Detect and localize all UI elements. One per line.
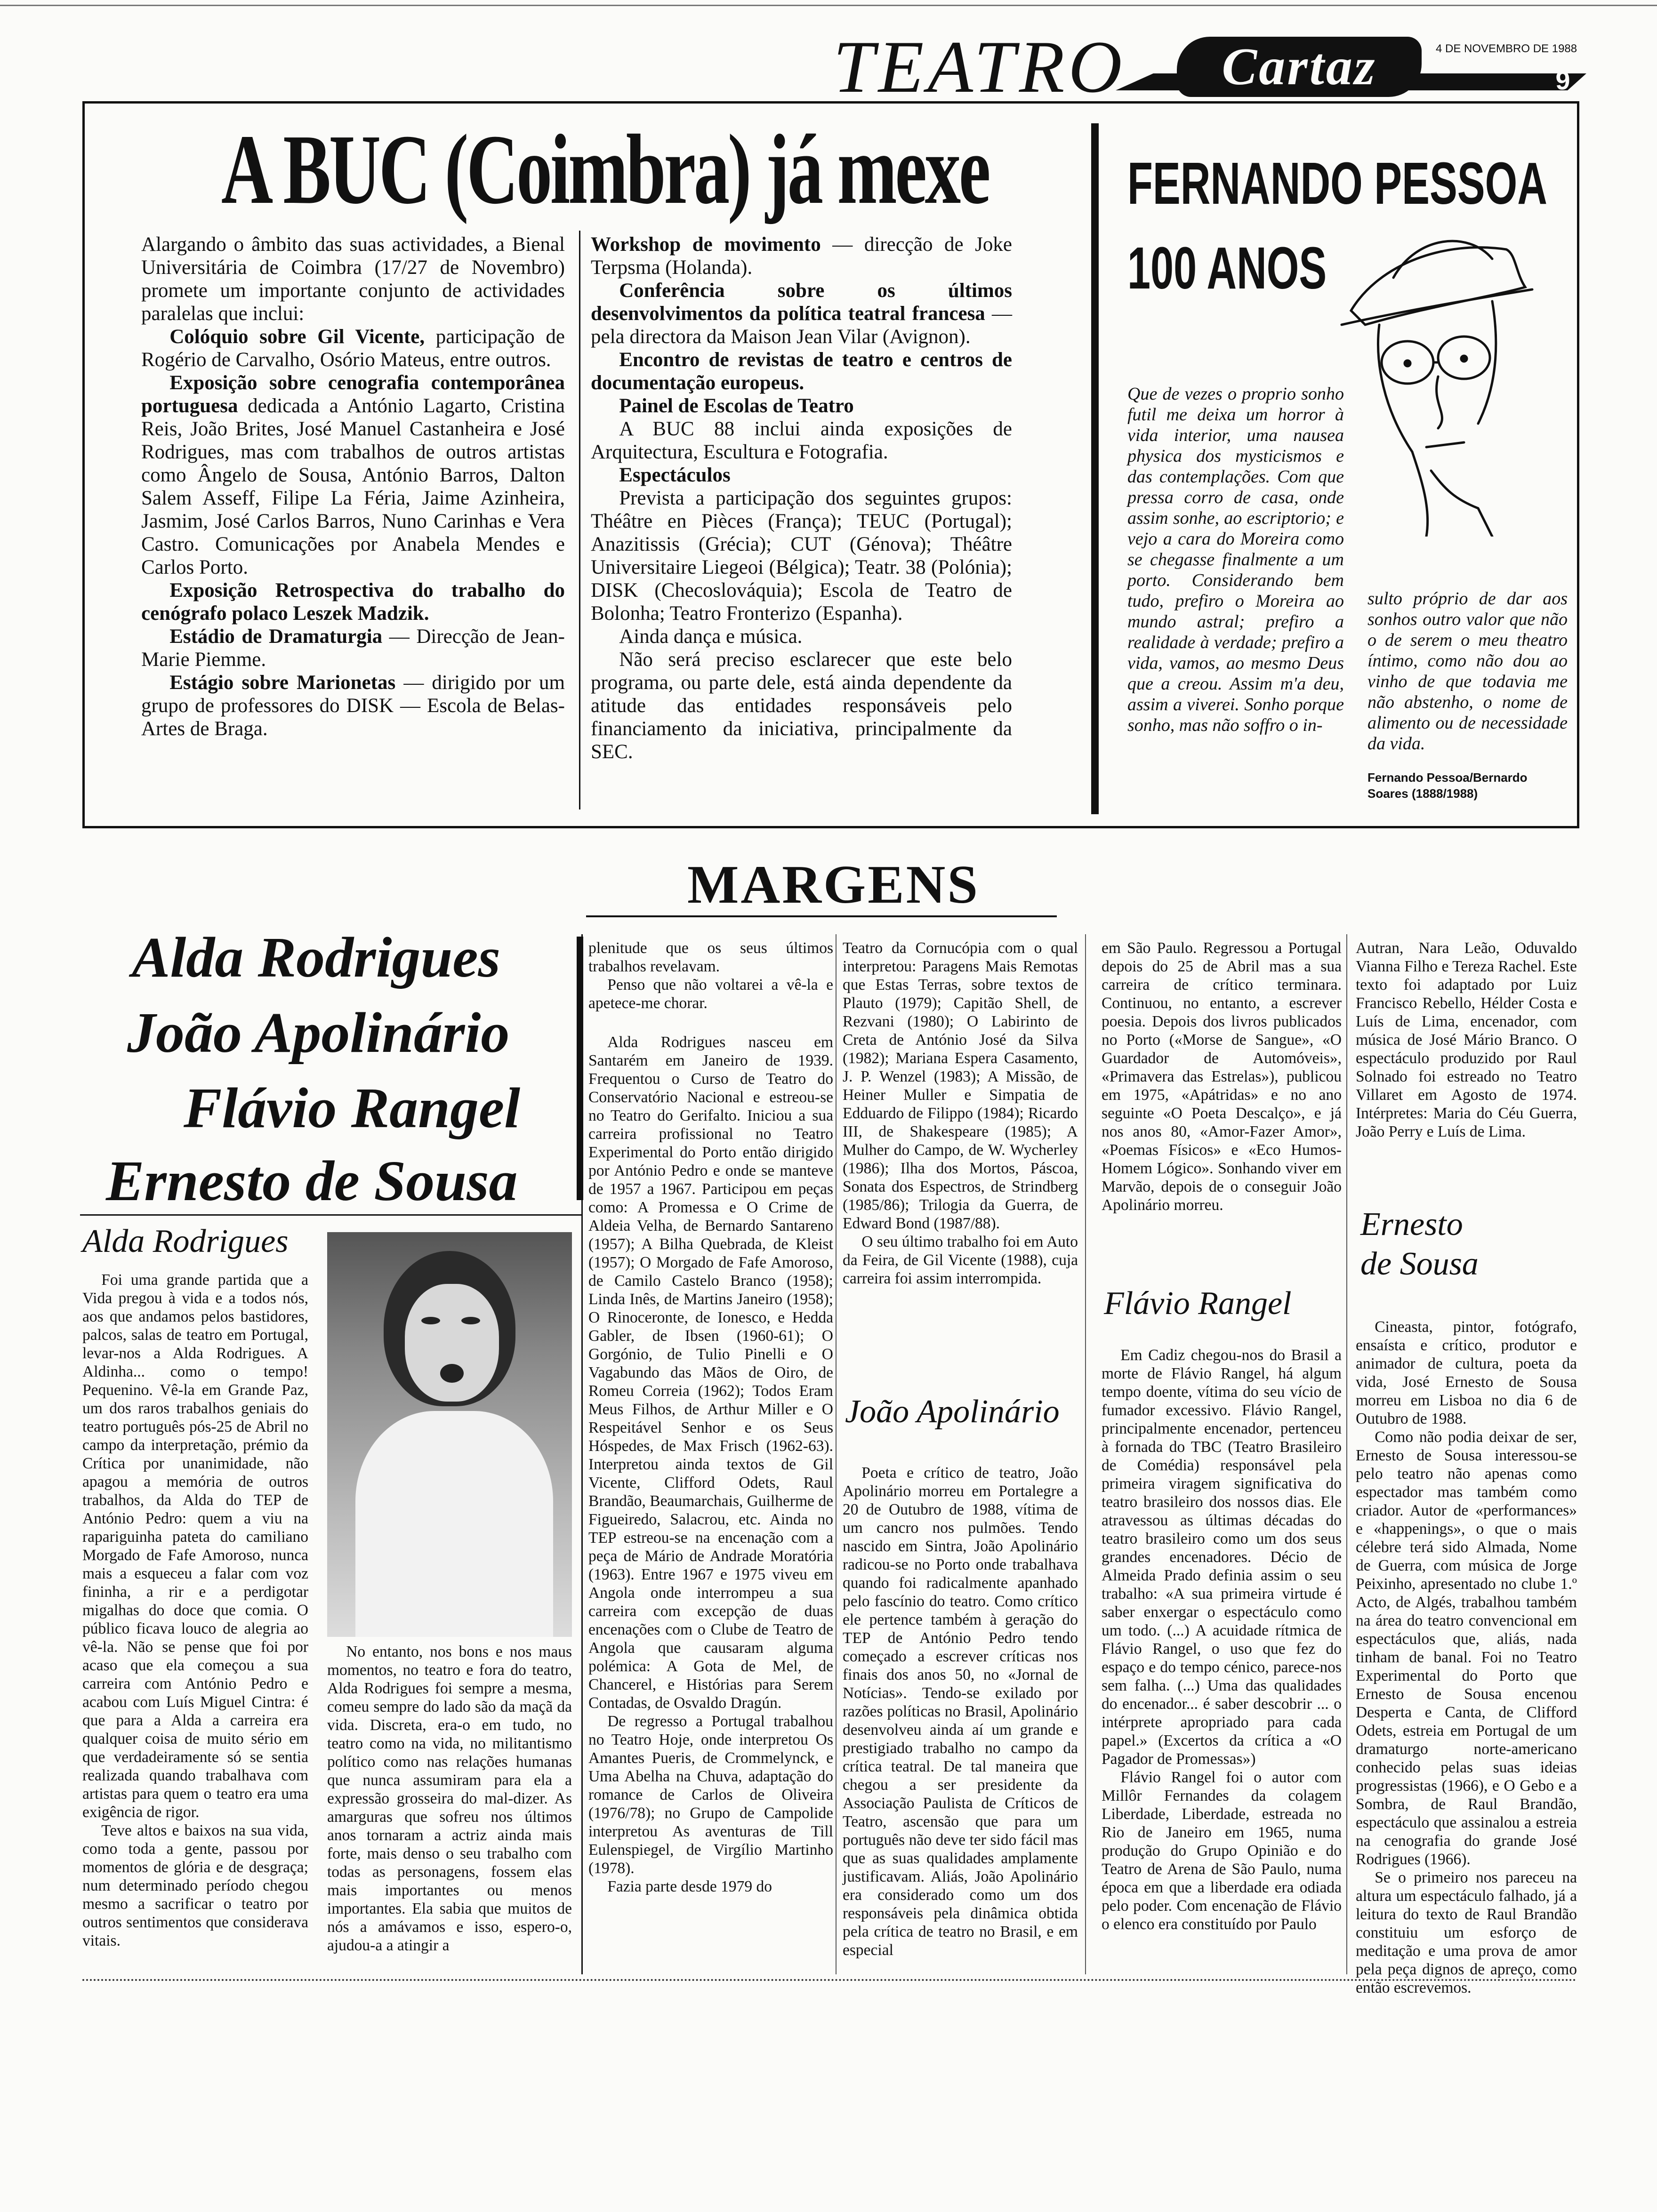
pessoa-quote-col2: sulto próprio de dar aos sonhos outro valor que não o de serem o meu theatro íntimo, como não dou ao vinho de que todavia me não abstenho, o nome de alimento ou de necessidade da vida. — [1367, 589, 1568, 753]
buc-paragraph: Encontro de revistas de teatro e centros de documentação europeus. — [591, 349, 1012, 394]
pessoa-heavy-rule — [1091, 123, 1099, 814]
buc-paragraph: Estágio sobre Marionetas — dirigido por um grupo de professores do DISK — Escola de Belas-Artes de Braga. — [141, 672, 565, 740]
brand-logo-text: Cartaz — [1222, 38, 1377, 96]
column-divider — [1346, 934, 1347, 1974]
ernesto-text: Cineasta, pintor, fotógrafo, ensaísta e crítico, produtor e animador de cultura, poeta da vida, José Ernesto de Sousa morreu em Lisboa no dia 6 de Outubro de 1988. — [1356, 1318, 1577, 1427]
flavio-heading: Flávio Rangel — [1104, 1285, 1292, 1322]
alda-intro: Foi uma grande partida que a Vida pregou à vida e a todos nós, aos que andamos pelos bastidores, palcos, salas de teatro em Portugal, levar-nos a Alda Rodrigues. A Aldinha... como o tempo! Pequenino. Vê-la em Grande Paz, um dos raros trabalhos geniais do teatro português pós-25 de Abril no campo da interpretação, prémio da Crítica por unanimidade, não apagou a memória de outros trabalhos, da Alda do TEP de António Pedro: quem a viu na rapariguinha pateta do camiliano Morgado de Fafe Amoroso, nunca mais a esqueceu a falar com voz fininha, a rir e a perdigotar migalhas do doce que comia. O público ficava louco de alegria ao vê-la. Não se pense que foi por acaso que ela começou a sua carreira com António Pedro e acabou com Luís Miguel Cintra: é que para a Alda a carreira era qualquer coisa de muito sério em que verdadeiramente só se sentia realizada quando trabalhava com artistas para quem o teatro era uma exigência de rigor. — [82, 1271, 308, 1821]
margens-name-flavio: Flávio Rangel — [184, 1076, 521, 1140]
joao-heading: João Apolinário — [845, 1394, 1060, 1430]
page-number: 9 — [1555, 65, 1570, 95]
bottom-dotted-rule — [82, 1979, 1577, 1981]
alda-col3-b: Penso que não voltarei a vê-la e apetece-me chorar. — [588, 976, 833, 1012]
margens-name-alda: Alda Rodrigues — [132, 926, 500, 989]
pessoa-title-line1: FERNANDO PESSOA — [1127, 150, 1547, 216]
pessoa-attribution: Fernando Pessoa/Bernardo Soares (1888/1988) — [1367, 770, 1528, 801]
alda-heading: Alda Rodrigues — [82, 1223, 289, 1259]
buc-headline: A BUC (Coimbra) já mexe — [221, 114, 989, 224]
alda-col-4 — [843, 939, 1078, 1288]
pessoa-portrait-sketch — [1337, 207, 1539, 537]
buc-paragraph: Colóquio sobre Gil Vicente, participação de Rogério de Carvalho, Osório Mateus, entre outros. — [141, 326, 565, 371]
brand-logo — [1177, 37, 1422, 97]
alda-bio: Alda Rodrigues nasceu em Santarém em Janeiro de 1939. Frequentou o Curso de Teatro do Conservatório Nacional e estreou-se no Teatro do Gerifalto. Iniciou a sua carreira profissional no Teatro Experimental do Porto então dirigido por António Pedro e onde se manteve de 1957 a 1967. Participou em peças como: A Promessa e O Crime de Aldeia Velha, de Bernardo Santareno (1957); A Bilha Quebrada, de Kleist (1957); O Morgado de Fafe Amoroso, de Camilo Castelo Branco (1958); Linda Inês, de Martins Janeiro (1958); O Rinoceronte, de Ionesco, e Hedda Gabler, de Ibsen (1960-61); O Gorgónio, de Tulio Pinelli e O Vagabundo das Mãos de Oiro, de Romeu Correia (1962); Todos Eram Meus Filhos, de Arthur Miller e O Respeitável Senhor e os Seus Hóspedes, de Max Frisch (1962-63). Interpretou ainda textos de Gil Vicente, Clifford Odets, Raul Brandão, Beaumarchais, Guilherme de Figueiredo, Salacrou, etc. Ainda no TEP estreou-se na encenação com a peça de Mário de Andrade Moratória (1963). Entre 1967 e 1975 viveu em Angola onde interrompeu a sua carreira com excepção de duas encenações com o Clube de Teatro de Angola que causaram alguma polémica: A Gota de Mel, de Chancerel, e Histórias para Serem Contadas, de Osvaldo Dragún. — [588, 1034, 833, 1712]
alda-bio-3: Fazia parte desde 1979 do — [607, 1878, 772, 1895]
alda-bio-2: De regresso a Portugal trabalhou no Teatro Hoje, onde interpretou Os Amantes Pueris, de Crommelynck, e Uma Abelha na Chuva, adaptação do romance de Carlos de Oliveira (1976/78); no Grupo de Campolide interpretou As aventuras de Till Eulenspiegel, de Virgílio Martinho (1978). — [588, 1713, 833, 1877]
buc-paragraph: Exposição sobre cenografia contemporânea portuguesa dedicada a António Lagarto, Cristina Reis, João Brites, José Manuel Castanheira e José Rodrigues, mas com trabalhos de outros artistas como Ângelo de Sousa, António Barros, Dalton Salem Asseff, Filipe La Féria, Jaime Azinheira, Jasmim, José Carlos Barros, Nuno Carinhas e Vera Castro. Comunicações por Anabela Mendes e Carlos Porto. — [141, 372, 565, 578]
column-divider — [1085, 934, 1086, 1974]
alda-col-2-text: No entanto, nos bons e nos maus momentos, no teatro e fora do teatro, Alda Rodrigues foi sempre a mesma, comeu sempre do lado são da maçã da vida. Discreta, era-o em tudo, no teatro como na vida, no militantismo político como nas relações humanas que nunca assumiram para ela a expressão grosseira do mal-dizer. As amarguras que sofreu nos últimos anos tornaram a actriz ainda mais forte, mais denso o seu trabalho com todas as personagens, fossem elas mais importantes ou menos importantes. Ela sabia que muitos de nós a amávamos e isso, espero-o, ajudou-a a atingir a — [327, 1643, 572, 1954]
alda-col-3 — [588, 939, 833, 1896]
alda-col-1 — [82, 1271, 308, 1950]
buc-paragraph: Workshop de movimento — direcção de Joke Terpsma (Holanda). — [591, 233, 1012, 279]
buc-paragraph: Ainda dança e música. — [619, 625, 803, 648]
issue-date: 4 DE NOVEMBRO DE 1988 — [1436, 42, 1577, 55]
top-edge-rule — [0, 5, 1657, 6]
flavio-col-6 — [1102, 1346, 1342, 1933]
flavio-col-7: Autran, Nara Leão, Oduvaldo Vianna Filho e Tereza Rachel. Este texto foi adaptado por Luiz Francisco Rebello, Hélder Costa e Luís de Lima, encenador, com música de José Mário Branco. O espectáculo produzido por Raul Solnado foi estreado no Teatro Villaret em Agosto de 1974. Intérpretes: Maria do Céu Guerra, João Perry e Luís de Lima. — [1356, 939, 1577, 1140]
margens-name-joao: João Apolinário — [127, 1001, 510, 1065]
alda-paragraph-2: Teve altos e baixos na sua vida, como toda a gente, passou por momentos de glória e de desgraça; num determinado período chegou mesmo a sacrificar o teatro por outros sentimentos que considerava vitais. — [82, 1822, 308, 1949]
ernesto-text-3: Se o primeiro nos pareceu na altura um espectáculo falhado, já a leitura do texto de Raul Brandão constituiu um esforço de meditação e uma prova de amor pela peça dignos de apreço, como então escrevemos. — [1356, 1869, 1577, 1996]
pessoa-title-line2: 100 ANOS — [1127, 235, 1327, 301]
joao-text: Poeta e crítico de teatro, João Apolinário morreu em Portalegre a 20 de Outubro de 1988, vítima de um cancro nos pulmões. Tendo nascido em Sintra, João Apolinário radicou-se no Porto onde trabalhava quando foi radicalmente apanhado pelo fascínio do teatro. Como crítico ele pertence também à geração do TEP de António Pedro tendo começado a escrever críticas nos finais dos anos 50, no «Jornal de Notícias». Tendo-se exilado por razões políticas no Brasil, Apolinário desenvolveu ainda aí um grande e prestigiado trabalho no campo da crítica teatral. De tal maneira que chegou a ser presidente da Associação Paulista de Críticos de Teatro, ascensão que para um português não deve ter sido fácil mas que as suas qualidades amplamente justificavam. Aliás, João Apolinário era considerado como um dos responsáveis pela dinâmica obtida pela crítica de teatro no Brasil, e em especial — [843, 1464, 1078, 1959]
buc-paragraph: Não será preciso esclarecer que este belo programa, ou parte dele, está ainda dependente da atitude das entidades responsáveis pelo financiamento da iniciativa, principalmente da SEC. — [591, 649, 1012, 763]
buc-paragraph: Conferência sobre os últimos desenvolvimentos da política teatral francesa — pela directora da Maison Jean Vilar (Avignon). — [591, 280, 1012, 348]
margens-title: MARGENS — [687, 855, 980, 915]
buc-paragraph: Prevista a participação dos seguintes grupos: Théâtre en Pièces (França); TEUC (Portugal); Anazitissis (Grécia); CUT (Génova); Théâtre Universitaire Liegeoi (Bélgica); Teatr. 38 (Polónia); DISK (Checoslováquia); Escola de Teatro de Bolonha; Teatro Fronterizo (Espanha). — [591, 487, 1012, 625]
alda-col3-a: plenitude que os seus últimos trabalhos revelavam. — [588, 939, 833, 975]
alda-heading-rule — [80, 1214, 581, 1216]
joao-col-6: em São Paulo. Regressou a Portugal depois do 25 de Abril mas a sua carreira de crítico terminara. Continuou, no entanto, a escrever poesia. Depois dos livros publicados no Porto («Morse de Sangue», «O Guardador de Automóveis», «Primavera das Estrelas»), publicou em 1975, «Apátridas» e no ano seguinte «O Poeta Descalço», e já nos anos 80, «Amor-Fazer Amor», «Poemas Físicos» e «Eco Humos-Homem Lógico». Sonhando viver em Marvão, depois de o conseguir João Apolinário morreu. — [1102, 939, 1342, 1214]
margens-name-ernesto: Ernesto de Sousa — [106, 1149, 518, 1213]
buc-column-1 — [141, 233, 565, 740]
buc-paragraph: Estádio de Dramaturgia — Direcção de Jean-Marie Piemme. — [141, 625, 565, 671]
buc-column-2 — [591, 233, 1012, 763]
alda-photo — [327, 1232, 572, 1637]
margens-rule — [586, 915, 1057, 917]
buc-paragraph: Alargando o âmbito das suas actividades, a Bienal Universitária de Coimbra (17/27 de Novembro) promete um importante conjunto de actividades paralelas que inclui: — [141, 233, 565, 325]
buc-paragraph: Espectáculos — [619, 464, 731, 486]
pessoa-quote-col1: Que de vezes o proprio sonho futil me deixa um horror à vida interior, uma nausea physica dos mysticismos e das contemplações. Com que pressa corro de casa, onde assim sonhe, ao escriptorio; e vejo a cara do Moreira como se chegasse finalmente a um porto. Considerando bem tudo, prefiro o Moreira ao mundo astral; prefiro a realidade à verdade; prefiro a vida, vamos, ao mesmo Deus que a creou. Assim m'a deu, assim a viverei. Sonho porque sonho, mas não soffro o in- — [1127, 384, 1344, 735]
alda-col4-a: Teatro da Cornucópia com o qual interpretou: Paragens Mais Remotas que Estas Terras, sobre textos de Plauto (1979); Capitão Shell, de Rezvani (1980); O Labirinto de Creta de António José da Silva (1982); Mariana Espera Casamento, J. P. Wenzel (1983); A Missão, de Heiner Muller e Simpatia de Edduardo de Filippo (1984); Ricardo III, de Shakespeare (1985); A Mulher do Campo, de W. Wycherley (1986); Ilha dos Mortos, Páscoa, Sonata dos Espectros, de Strindberg (1985/86); Trilogia da Guerra, de Edward Bond (1987/88). — [843, 939, 1078, 1232]
ernesto-heading-line1: Ernesto — [1360, 1206, 1463, 1242]
column-divider — [579, 231, 580, 809]
ernesto-heading — [1360, 1205, 1479, 1284]
ernesto-heading-line2: de Sousa — [1360, 1246, 1479, 1282]
section-title: TEATRO — [833, 26, 1126, 108]
flavio-text: Em Cadiz chegou-nos do Brasil a morte de Flávio Rangel, há algum tempo doente, vítima do seu vício de fumador excessivo. Flávio Rangel, principalmente encenador, pertenceu à fornada do TBC (Teatro Brasileiro de Comédia) responsável pela primeira viragem significativa do teatro brasileiro dos nossos dias. Ele atravessou as últimas décadas do teatro brasileiro como um dos seus grandes encenadores. Décio de Almeida Prado definia assim o seu trabalho: «A sua primeira virtude é saber enxergar o espectáculo como um todo. (...) A acuidade rítmica de Flávio Rangel, o uso que fez do espaço e do tempo cénico, parece-nos sem falha. (...) Uma das qualidades do encenador... é saber descobrir ... o intérprete apropriado para cada papel.» (Excertos da crítica a «O Pagador de Promessas») — [1102, 1346, 1342, 1768]
buc-paragraph: A BUC 88 inclui ainda exposições de Arquitectura, Escultura e Fotografia. — [591, 418, 1012, 463]
ernesto-text-2: Como não podia deixar de ser, Ernesto de Sousa interessou-se pelo teatro não apenas como espectador mas também como criador. Autor de «performances» e «happenings», o que o mais célebre terá sido Almada, Nome de Guerra, com música de Jorge Peixinho, apresentado no clube 1.º Acto, de Algés, trabalhou também na área do teatro convencional em espectáculos que, aliás, nada tinham de banal. Foi no Teatro Experimental do Porto que Ernesto de Sousa encenou Desperta e Canta, de Clifford Odets, estreia em Portugal de um dramaturgo norte-americano conhecido pelas suas ideias progressistas (1966), e O Gebo e a Sombra, de Raul Brandão, espectáculo que assinalou a estreia na cenografia do grande José Rodrigues (1966). — [1356, 1428, 1577, 1868]
flavio-text-2: Flávio Rangel foi o autor com Millôr Fernandes da colagem Liberdade, Liberdade, estreada no Rio de Janeiro em 1965, numa produção do Grupo Opinião e do Teatro de Arena de São Paulo, numa época em que a liberdade era odiada pelo poder. Com encenação de Flávio o elenco era constituído por Paulo — [1102, 1769, 1342, 1933]
alda-col4-b: O seu último trabalho foi em Auto da Feira, de Gil Vicente (1988), cuja carreira foi assim interrompida. — [843, 1233, 1078, 1287]
column-divider — [836, 934, 837, 1974]
buc-paragraph: Painel de Escolas de Teatro — [619, 395, 854, 417]
column-divider — [581, 934, 583, 1974]
buc-paragraph: Exposição Retrospectiva do trabalho do cenógrafo polaco Leszek Madzik. — [141, 579, 565, 625]
ernesto-col-7 — [1356, 1318, 1577, 1997]
